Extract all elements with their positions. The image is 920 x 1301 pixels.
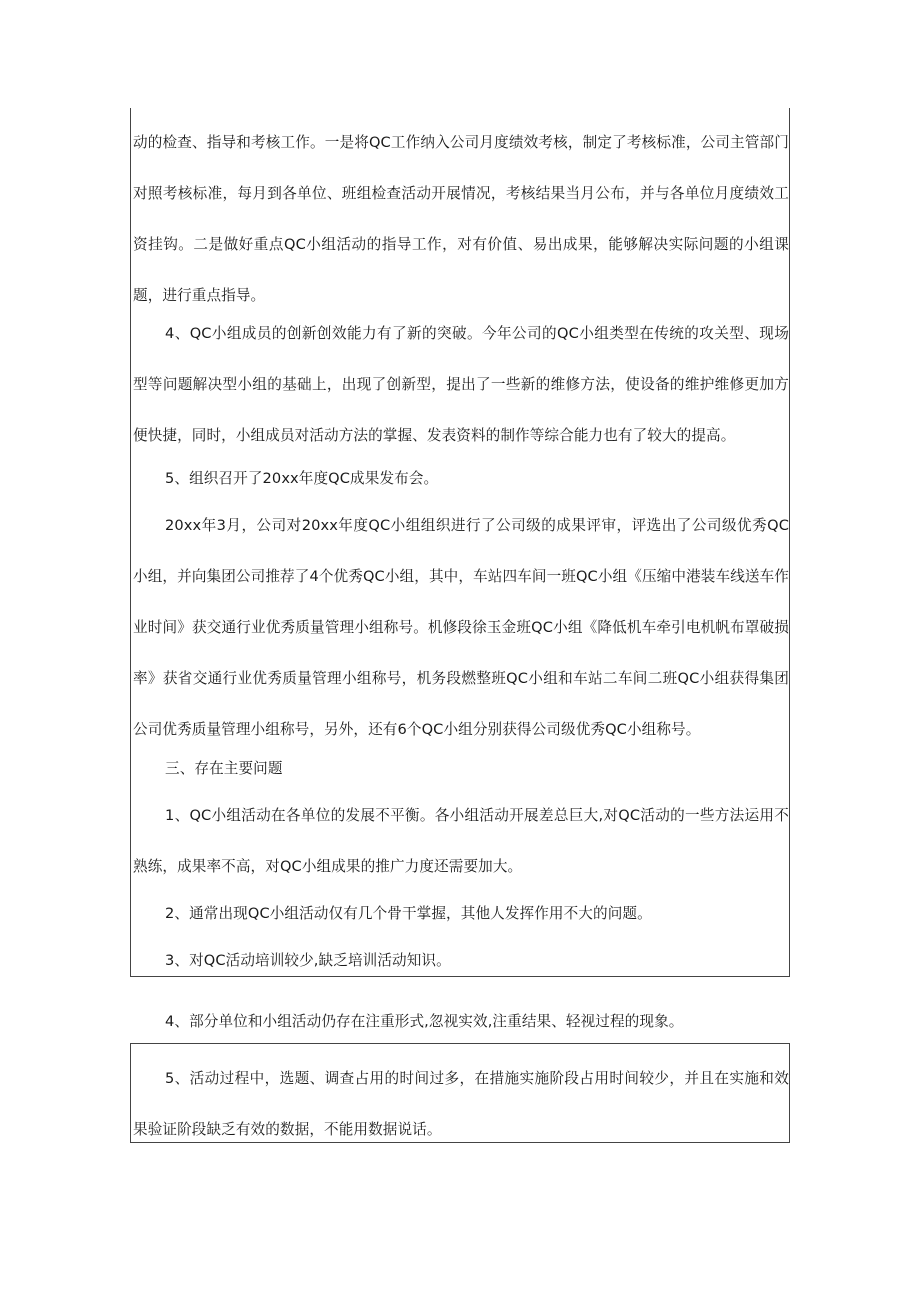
- paragraph-problem-2: 2、通常出现QC小组活动仅有几个骨干掌握，其他人发挥作用不大的问题。: [165, 905, 652, 922]
- paragraph-conference: 5、组织召开了20xx年度QC成果发布会。: [165, 470, 439, 487]
- paragraph-problem-1: 1、QC小组活动在各单位的发展不平衡。各小组活动开展差总巨大,对QC活动的一些方法运用不熟练，成果率不高，对QC小组成果的推广力度还需要加大。: [133, 807, 789, 875]
- paragraph-problem-5: 5、活动过程中，选题、调查占用的时间过多，在措施实施阶段占用时间较少，并且在实施和效果验证阶段缺乏有效的数据，不能用数据说话。: [133, 1070, 789, 1138]
- paragraph-review-results: 20xx年3月，公司对20xx年度QC小组组织进行了公司级的成果评审，评选出了公司级优秀QC小组，并向集团公司推荐了4个优秀QC小组，其中，车站四车间一班QC小组《压缩中港装车线送车作业时间》获交通行业优秀质量管理小组称号。机修段徐玉金班QC小组《降低机车牵引电机帆布罩破损率》获省交通行业优秀质量管理小组称号，机务段燃整班QC小组和车站二车间二班QC小组获得集团公司优秀质量管理小组称号，另外，还有6个QC小组分别获得公司级优秀QC小组称号。: [133, 517, 789, 738]
- section-heading-problems: 三、存在主要问题: [165, 760, 283, 777]
- paragraph-problem-3: 3、对QC活动培训较少,缺乏培训活动知识。: [165, 952, 451, 969]
- paragraph-qc-inspection: 动的检查、指导和考核工作。一是将QC工作纳入公司月度绩效考核，制定了考核标准，公司主管部门对照考核标准，每月到各单位、班组检查活动开展情况，考核结果当月公布，并与各单位月度绩效工资挂钩。二是做好重点QC小组活动的指导工作，对有价值、易出成果，能够解决实际问题的小组课题，进行重点指导。: [133, 134, 789, 304]
- paragraph-innovation: 4、QC小组成员的创新创效能力有了新的突破。今年公司的QC小组类型在传统的攻关型、现场型等问题解决型小组的基础上，出现了创新型，提出了一些新的维修方法，使设备的维护维修更加方便快捷，同时，小组成员对活动方法的掌握、发表资料的制作等综合能力也有了较大的提高。: [133, 325, 789, 444]
- paragraph-problem-4: 4、部分单位和小组活动仍存在注重形式,忽视实效,注重结果、轻视过程的现象。: [165, 1013, 684, 1030]
